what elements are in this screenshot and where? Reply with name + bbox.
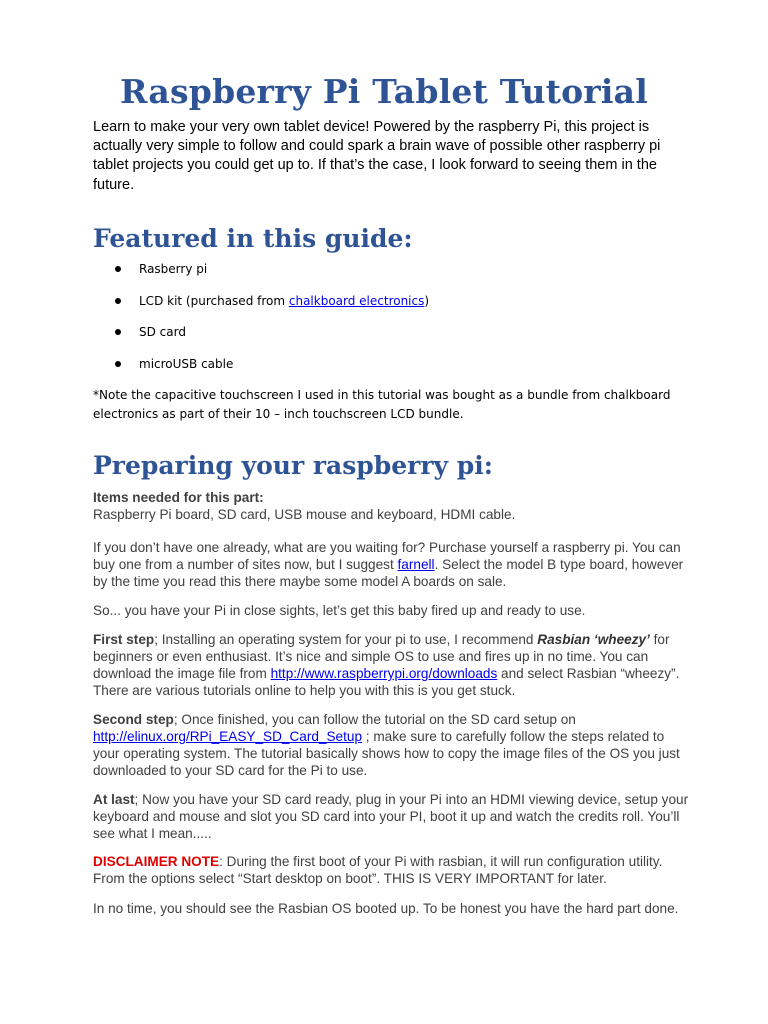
paragraph-text: . Select the model B type board, however by the time you read this there maybe some model A boards on sale.: [93, 557, 684, 589]
disclaimer-label: DISCLAIMER NOTE: [93, 854, 220, 869]
featured-heading: Featured in this guide:: [93, 224, 413, 253]
rasbian-wheezy-emphasis: Rasbian ‘wheezy’: [537, 632, 650, 647]
purchase-paragraph: [93, 539, 693, 590]
final-paragraph: In no time, you should see the Rasbian OS booted up. To be honest you have the hard part done.: [93, 901, 679, 916]
first-step-paragraph: [93, 631, 693, 699]
farnell-link[interactable]: farnell: [397, 557, 435, 572]
at-last-paragraph: [93, 791, 693, 842]
second-step-label: Second step: [93, 712, 174, 727]
paragraph-text: : During the first boot of your Pi with rasbian, it will run configuration utility. From the options select “Start desktop on boot”. THIS IS VERY IMPORTANT for later.: [93, 854, 663, 886]
disclaimer-paragraph: [93, 853, 693, 887]
list-item: [93, 323, 693, 355]
chalkboard-electronics-link[interactable]: chalkboard electronics: [288, 293, 425, 308]
bullet-icon: [115, 361, 121, 367]
paragraph-text: ; make sure to carefully follow the steps related to your operating system. The tutorial basically shows how to copy the image files of the OS you just downloaded to your SD card for the Pi to use.: [93, 729, 680, 778]
bullet-icon: [115, 298, 121, 304]
paragraph-text: If you don’t have one already, what are you waiting for? Purchase yourself a raspberry pi. You can buy one from a number of sites now, but I suggest: [93, 540, 681, 572]
second-step-paragraph: [93, 711, 693, 779]
elinux-sd-setup-link[interactable]: http://elinux.org/RPi_EASY_SD_Card_Setup: [93, 729, 363, 744]
at-last-label: At last: [93, 792, 135, 807]
list-item-text: LCD kit (purchased from: [139, 293, 289, 308]
paragraph-text: ; Now you have your SD card ready, plug in your Pi into an HDMI viewing device, setup your keyboard and mouse and slot you SD card into your PI, boot it up and watch the credits roll. You’ll see what I mean.....: [93, 792, 689, 841]
note-paragraph: *Note the capacitive touchscreen I used in this tutorial was bought as a bundle from chalkboard electronics as part of their 10 – inch touchscreen LCD bundle.: [93, 388, 671, 421]
featured-list: [93, 260, 693, 386]
list-item: [93, 292, 693, 324]
list-item: [93, 260, 693, 292]
preparing-heading: Preparing your raspberry pi:: [93, 451, 493, 480]
bullet-icon: [115, 266, 121, 272]
list-item-text: Rasberry pi: [139, 262, 208, 276]
page-title: Raspberry Pi Tablet Tutorial: [120, 72, 648, 111]
paragraph-text: and select Rasbian “wheezy”. There are various tutorials online to help you with this is you get stuck.: [93, 666, 680, 698]
intro-paragraph: Learn to make your very own tablet device! Powered by the raspberry Pi, this project is actually very simple to follow and could spark a brain wave of possible other raspberry pi tablet projects you could get up to. If that’s the case, I look forward to seeing them in the future.: [93, 119, 661, 193]
paragraph-text: ; Once finished, you can follow the tutorial on the SD card setup on: [173, 712, 576, 727]
items-needed-label: Items needed for this part:: [93, 490, 264, 505]
raspberrypi-downloads-link[interactable]: http://www.raspberrypi.org/downloads: [270, 666, 498, 681]
list-item-text: ): [424, 293, 430, 308]
paragraph-text: for beginners or even enthusiast. It’s nice and simple OS to use and fires up in no time. You can download the image file from: [93, 632, 670, 681]
items-needed-text: Raspberry Pi board, SD card, USB mouse and keyboard, HDMI cable.: [93, 507, 516, 522]
list-item-text: SD card: [139, 325, 186, 340]
items-needed-paragraph: [93, 489, 693, 523]
bullet-icon: [115, 329, 121, 335]
first-step-label: First step: [93, 632, 155, 647]
list-item: [93, 355, 693, 387]
paragraph-text: ; Installing an operating system for your pi to use, I recommend: [154, 632, 538, 647]
close-sights-paragraph: So... you have your Pi in close sights, let’s get this baby fired up and ready to use.: [93, 603, 586, 618]
list-item-text: microUSB cable: [139, 356, 234, 371]
